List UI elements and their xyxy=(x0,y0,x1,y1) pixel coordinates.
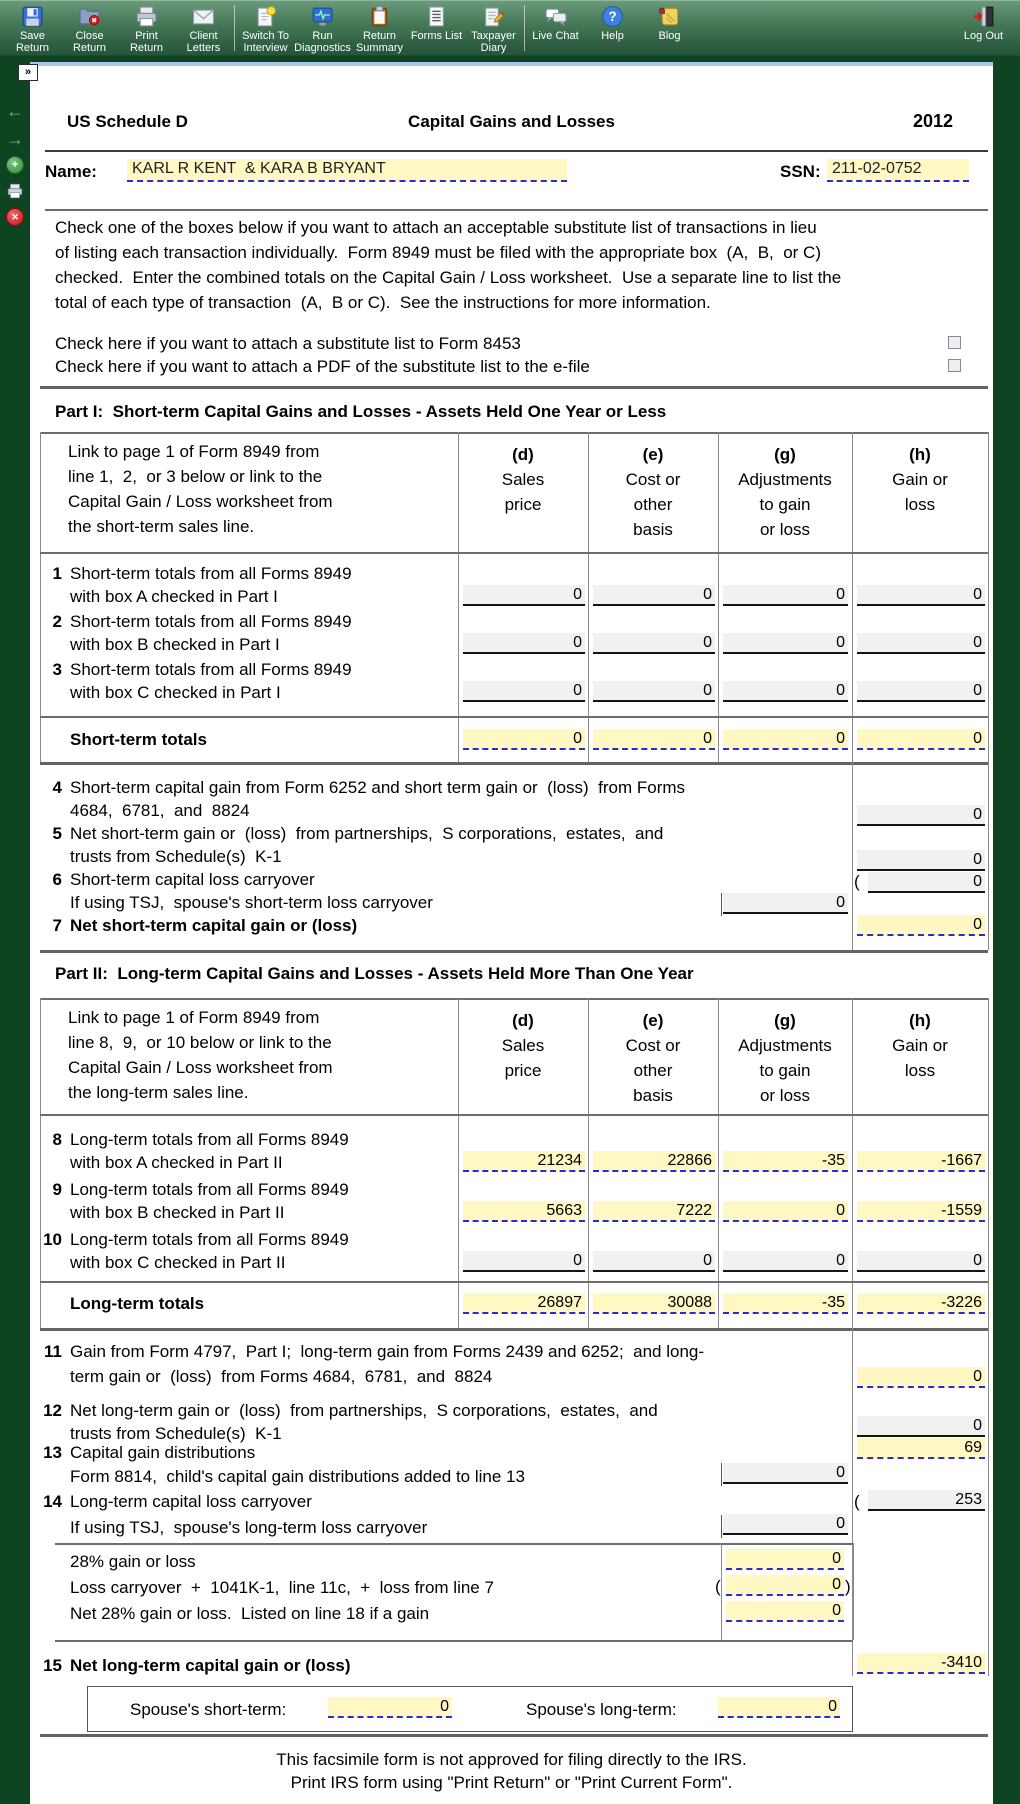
spouse-short-field[interactable]: 0 xyxy=(328,1697,452,1718)
toolbar-label: Run Diagnostics xyxy=(294,30,351,54)
line13-label: Capital gain distributions xyxy=(70,1443,256,1462)
col-e-header: (e) Cost or other basis xyxy=(625,1011,681,1105)
row10-h-field: 0 xyxy=(857,1251,985,1272)
line-number: 6 xyxy=(52,870,62,889)
long-term-totals-g-field[interactable]: -35 xyxy=(723,1293,848,1314)
print-page-icon[interactable] xyxy=(4,182,26,205)
spouse-long-label: Spouse's long-term: xyxy=(526,1700,677,1719)
divider xyxy=(988,1328,989,1676)
divider xyxy=(721,893,722,916)
print-return-icon xyxy=(134,4,159,29)
line14-label: Long-term capital loss carryover xyxy=(70,1492,312,1511)
back-arrow-icon[interactable]: ← xyxy=(6,101,24,121)
row2-g-field: 0 xyxy=(723,633,848,654)
toolbar-label: Print Return xyxy=(129,30,164,54)
line6-amount-field: 0 xyxy=(868,872,985,893)
forward-arrow-icon[interactable]: → xyxy=(6,129,24,149)
row9-g-field[interactable]: 0 xyxy=(723,1201,848,1222)
open-paren: ( xyxy=(854,872,860,891)
line12-amount-field: 0 xyxy=(857,1416,985,1437)
client-letters-button[interactable] xyxy=(175,1,232,55)
part2-title: Part II: Long-term Capital Gains and Losses - Assets Held More Than One Year xyxy=(55,964,694,983)
right-sidebar xyxy=(993,56,1020,1800)
tax-year: 2012 xyxy=(912,111,953,131)
row3-g-field: 0 xyxy=(723,681,848,702)
divider xyxy=(45,209,988,211)
line11-label: Gain from Form 4797, Part I; long-term gain from Forms 2439 and 6252; and long- xyxy=(70,1342,705,1361)
divider xyxy=(45,150,988,152)
part2-link-line: line 8, 9, or 10 below or link to the xyxy=(68,1033,332,1052)
main-toolbar xyxy=(0,0,1020,56)
line15-label: Net long-term capital gain or (loss) xyxy=(70,1656,351,1675)
forms-list-icon xyxy=(424,4,449,29)
line-number: 10 xyxy=(43,1230,62,1249)
line6-tsj-field: 0 xyxy=(723,893,848,914)
divider xyxy=(721,1543,722,1640)
long-term-totals-h-field[interactable]: -3226 xyxy=(857,1293,985,1314)
col-h-header: (h) Gain or loss xyxy=(892,445,948,514)
print-instruction: Print IRS form using "Print Return" or "Print Current Form". xyxy=(290,1773,733,1792)
taxpayer-name-field[interactable]: KARL R KENT & KARA B BRYANT xyxy=(127,159,567,182)
line7-label: Net short-term capital gain or (loss) xyxy=(70,916,358,935)
long-term-totals-d-field[interactable]: 26897 xyxy=(463,1293,585,1314)
row-label: Long-term totals from all Forms 8949 xyxy=(70,1130,349,1149)
save-return-button[interactable] xyxy=(4,1,61,55)
taxpayer-diary-icon xyxy=(481,4,506,29)
live-chat-icon xyxy=(543,4,568,29)
long-term-totals-label: Long-term totals xyxy=(70,1294,205,1313)
row-label: Short-term totals from all Forms 8949 xyxy=(70,612,352,631)
row9-e-field[interactable]: 7222 xyxy=(593,1201,715,1222)
row-label: Short-term totals from all Forms 8949 xyxy=(70,564,352,583)
blog-button[interactable] xyxy=(641,1,698,55)
long-term-totals-e-field[interactable]: 30088 xyxy=(593,1293,715,1314)
row2-h-field: 0 xyxy=(857,633,985,654)
add-form-icon[interactable] xyxy=(4,156,26,174)
toolbar-label: Close Return xyxy=(72,30,107,54)
toolbar-label: Return Summary xyxy=(355,30,404,54)
check-pdf-label: Check here if you want to attach a PDF of the substitute list to the e-file xyxy=(55,357,590,376)
line-number: 4 xyxy=(52,778,62,797)
row1-d-field: 0 xyxy=(463,585,585,606)
col-e-header: (e) Cost or other basis xyxy=(625,445,681,539)
row1-h-field: 0 xyxy=(857,585,985,606)
divider xyxy=(40,998,988,1000)
divider xyxy=(988,998,989,1328)
part1-title: Part I: Short-term Capital Gains and Losses - Assets Held One Year or Less xyxy=(55,402,667,421)
switch-interview-icon xyxy=(253,4,278,29)
line6-tsj-label: If using TSJ, spouse's short-term loss carryover xyxy=(70,893,433,912)
row2-e-field: 0 xyxy=(593,633,715,654)
x-glyph: ✕ xyxy=(6,208,24,226)
line-number: 5 xyxy=(52,824,62,843)
divider xyxy=(721,1515,722,1538)
row-label: with box B checked in Part II xyxy=(70,1203,285,1222)
col-d-header: (d) Sales price xyxy=(501,1011,545,1080)
divider xyxy=(40,432,41,762)
divider xyxy=(40,998,41,1328)
line14-tsj-label: If using TSJ, spouse's long-term loss carryover xyxy=(70,1518,428,1537)
divider xyxy=(853,1543,854,1640)
line13-amount-field[interactable]: 69 xyxy=(857,1438,985,1459)
part2-link-line: Link to page 1 of Form 8949 from xyxy=(68,1008,320,1027)
live-chat-button[interactable] xyxy=(527,1,584,55)
forms-list-button[interactable] xyxy=(408,1,465,55)
toolbar-label: Save Return xyxy=(15,30,50,54)
run-diagnostics-icon xyxy=(310,4,335,29)
divider xyxy=(40,716,988,718)
line13-8814-field: 0 xyxy=(723,1463,848,1484)
save-floppy-icon xyxy=(20,4,45,29)
row-label: Short-term totals from all Forms 8949 xyxy=(70,660,352,679)
toolbar-label: Taxpayer Diary xyxy=(471,30,516,54)
blog-icon xyxy=(657,4,682,29)
line-number: 9 xyxy=(52,1180,62,1199)
open-paren: ( xyxy=(715,1577,721,1596)
close-paren: ) xyxy=(845,1577,851,1596)
plus-glyph: + xyxy=(6,156,24,174)
intro-line: Check one of the boxes below if you want to attach an acceptable substitute list of transactions in lieu xyxy=(55,218,817,237)
ssn-label: SSN: xyxy=(780,162,821,181)
line-number: 15 xyxy=(43,1656,62,1675)
toolbar-label: Switch To Interview xyxy=(242,30,289,54)
line4-label: 4684, 6781, and 8824 xyxy=(70,801,250,820)
divider xyxy=(40,1734,988,1737)
switch-to-interview-button[interactable] xyxy=(237,1,294,55)
row8-e-field[interactable]: 22866 xyxy=(593,1151,715,1172)
line11-label: term gain or (loss) from Forms 4684, 6781, and 8824 xyxy=(70,1367,493,1386)
col-d-header: (d) Sales price xyxy=(501,445,545,514)
line-number: 14 xyxy=(43,1492,62,1511)
check-8453-label: Check here if you want to attach a substitute list to Form 8453 xyxy=(55,334,521,353)
divider xyxy=(40,1328,988,1331)
line-number: 1 xyxy=(52,564,62,583)
run-diagnostics-button[interactable] xyxy=(294,1,351,55)
short-term-totals-h-field[interactable]: 0 xyxy=(857,729,985,750)
line11-amount-field[interactable]: 0 xyxy=(857,1367,985,1388)
check-8453-checkbox[interactable] xyxy=(948,336,961,349)
spouse-long-field[interactable]: 0 xyxy=(718,1697,840,1718)
row8-h-field[interactable]: -1667 xyxy=(857,1151,985,1172)
line12-label: trusts from Schedule(s) K-1 xyxy=(70,1424,282,1443)
divider xyxy=(988,762,989,950)
divider xyxy=(40,432,988,434)
divider xyxy=(988,432,989,762)
toolbar-separator xyxy=(234,5,235,51)
part1-link-line: Link to page 1 of Form 8949 from xyxy=(68,442,320,461)
col-h-header: (h) Gain or loss xyxy=(892,1011,948,1080)
divider xyxy=(852,762,853,950)
line-number: 3 xyxy=(52,660,62,679)
close-return-icon xyxy=(77,4,102,29)
row-label: with box C checked in Part II xyxy=(70,1253,286,1272)
intro-line: checked. Enter the combined totals on the Capital Gain / Loss worksheet. Use a separate line to list the xyxy=(55,268,842,287)
line5-label: Net short-term gain or (loss) from partnerships, S corporations, estates, and xyxy=(70,824,664,843)
line14-amount-field: 253 xyxy=(868,1490,985,1511)
short-term-totals-e-field[interactable]: 0 xyxy=(593,729,715,750)
row-label: with box B checked in Part I xyxy=(70,635,280,654)
intro-line: total of each type of transaction (A, B or C). See the instructions for more information. xyxy=(55,293,711,312)
close-form-icon[interactable] xyxy=(4,208,26,226)
line-number: 7 xyxy=(52,916,62,935)
line14-tsj-field: 0 xyxy=(723,1514,848,1535)
divider xyxy=(40,1114,988,1116)
pct28-carryover-field[interactable]: 0 xyxy=(726,1575,844,1596)
line-number: 2 xyxy=(52,612,62,631)
check-pdf-checkbox[interactable] xyxy=(948,359,961,372)
line4-amount-field: 0 xyxy=(857,805,985,826)
toolbar-label: Help xyxy=(601,30,624,42)
col-g-header: (g) Adjustments to gain or loss xyxy=(738,1011,832,1105)
line-number: 8 xyxy=(52,1130,62,1149)
line7-amount-field[interactable]: 0 xyxy=(857,915,985,936)
facsimile-notice: This facsimile form is not approved for filing directly to the IRS. xyxy=(276,1750,747,1769)
toolbar-label: Forms List xyxy=(410,30,463,42)
row10-g-field: 0 xyxy=(723,1251,848,1272)
row1-g-field: 0 xyxy=(723,585,848,606)
row-label: with box C checked in Part I xyxy=(70,683,281,702)
row8-g-field[interactable]: -35 xyxy=(723,1151,848,1172)
help-button[interactable] xyxy=(584,1,641,55)
part2-link-line: Capital Gain / Loss worksheet from xyxy=(68,1058,333,1077)
row1-e-field: 0 xyxy=(593,585,715,606)
line12-label: Net long-term gain or (loss) from partnerships, S corporations, estates, and xyxy=(70,1401,658,1420)
divider xyxy=(55,1543,853,1545)
line-number: 13 xyxy=(43,1443,62,1462)
row3-e-field: 0 xyxy=(593,681,715,702)
line15-amount-field[interactable]: -3410 xyxy=(857,1653,985,1674)
pct28-carryover-label: Loss carryover + 1041K-1, line 11c, + loss from line 7 xyxy=(70,1578,494,1597)
log-out-button[interactable] xyxy=(955,1,1012,55)
client-letters-icon xyxy=(191,4,216,29)
toolbar-separator xyxy=(524,5,525,51)
line4-label: Short-term capital gain from Form 6252 and short term gain or (loss) from Forms xyxy=(70,778,686,797)
divider xyxy=(40,552,988,554)
short-term-totals-g-field[interactable]: 0 xyxy=(723,729,848,750)
part1-link-line: the short-term sales line. xyxy=(68,517,255,536)
line6-label: Short-term capital loss carryover xyxy=(70,870,315,889)
svg-text:?: ? xyxy=(608,9,617,25)
pct28-net-field[interactable]: 0 xyxy=(726,1601,844,1622)
form-id: US Schedule D xyxy=(67,112,188,131)
row2-d-field: 0 xyxy=(463,633,585,654)
short-term-totals-label: Short-term totals xyxy=(70,730,207,749)
line5-label: trusts from Schedule(s) K-1 xyxy=(70,847,282,866)
pct28-label: 28% gain or loss xyxy=(70,1552,196,1571)
pct28-gain-field[interactable]: 0 xyxy=(726,1549,844,1570)
print-return-button[interactable] xyxy=(118,1,175,55)
left-sidebar xyxy=(0,56,30,1800)
open-paren: ( xyxy=(854,1492,860,1511)
row10-e-field: 0 xyxy=(593,1251,715,1272)
toolbar-label: Log Out xyxy=(963,30,1004,42)
row9-h-field[interactable]: -1559 xyxy=(857,1201,985,1222)
part2-link-line: the long-term sales line. xyxy=(68,1083,249,1102)
col-g-header: (g) Adjustments to gain or loss xyxy=(738,445,832,539)
divider xyxy=(40,1281,988,1283)
row3-h-field: 0 xyxy=(857,681,985,702)
row10-d-field: 0 xyxy=(463,1251,585,1272)
divider xyxy=(40,762,988,765)
name-label: Name: xyxy=(45,162,97,181)
row-label: Long-term totals from all Forms 8949 xyxy=(70,1180,349,1199)
row8-d-field[interactable]: 21234 xyxy=(463,1151,585,1172)
line-number: 12 xyxy=(43,1401,62,1420)
divider xyxy=(55,1640,853,1642)
page-title: Capital Gains and Losses xyxy=(408,112,615,131)
row9-d-field[interactable]: 5663 xyxy=(463,1201,585,1222)
pct28-net-label: Net 28% gain or loss. Listed on line 18 if a gain xyxy=(70,1604,430,1623)
close-return-button[interactable] xyxy=(61,1,118,55)
spouse-short-label: Spouse's short-term: xyxy=(130,1700,287,1719)
divider xyxy=(40,386,988,389)
logout-icon xyxy=(971,4,996,29)
help-icon xyxy=(600,4,625,29)
row-label: with box A checked in Part I xyxy=(70,587,278,606)
line5-amount-field: 0 xyxy=(857,850,985,871)
ssn-field[interactable]: 211-02-0752 xyxy=(827,159,969,182)
line13-8814-label: Form 8814, child's capital gain distributions added to line 13 xyxy=(70,1467,525,1486)
toolbar-label: Client Letters xyxy=(186,30,221,54)
expand-panel-icon[interactable]: » xyxy=(18,64,38,81)
toolbar-label: Live Chat xyxy=(532,30,579,42)
intro-line: of listing each transaction individually. Form 8949 must be filed with the appropriate box (A, B, or C) xyxy=(55,243,821,262)
row-label: with box A checked in Part II xyxy=(70,1153,283,1172)
return-summary-icon xyxy=(367,4,392,29)
row-label: Long-term totals from all Forms 8949 xyxy=(70,1230,349,1249)
divider xyxy=(40,950,988,953)
taxpayer-diary-button[interactable] xyxy=(465,1,522,55)
divider xyxy=(721,1463,722,1486)
part1-link-line: line 1, 2, or 3 below or link to the xyxy=(68,467,323,486)
return-summary-button[interactable] xyxy=(351,1,408,55)
row3-d-field: 0 xyxy=(463,681,585,702)
part1-link-line: Capital Gain / Loss worksheet from xyxy=(68,492,333,511)
schedule-d-form-page xyxy=(30,62,993,1804)
toolbar-label: Blog xyxy=(658,30,681,42)
line-number: 11 xyxy=(44,1342,62,1361)
short-term-totals-d-field[interactable]: 0 xyxy=(463,729,585,750)
